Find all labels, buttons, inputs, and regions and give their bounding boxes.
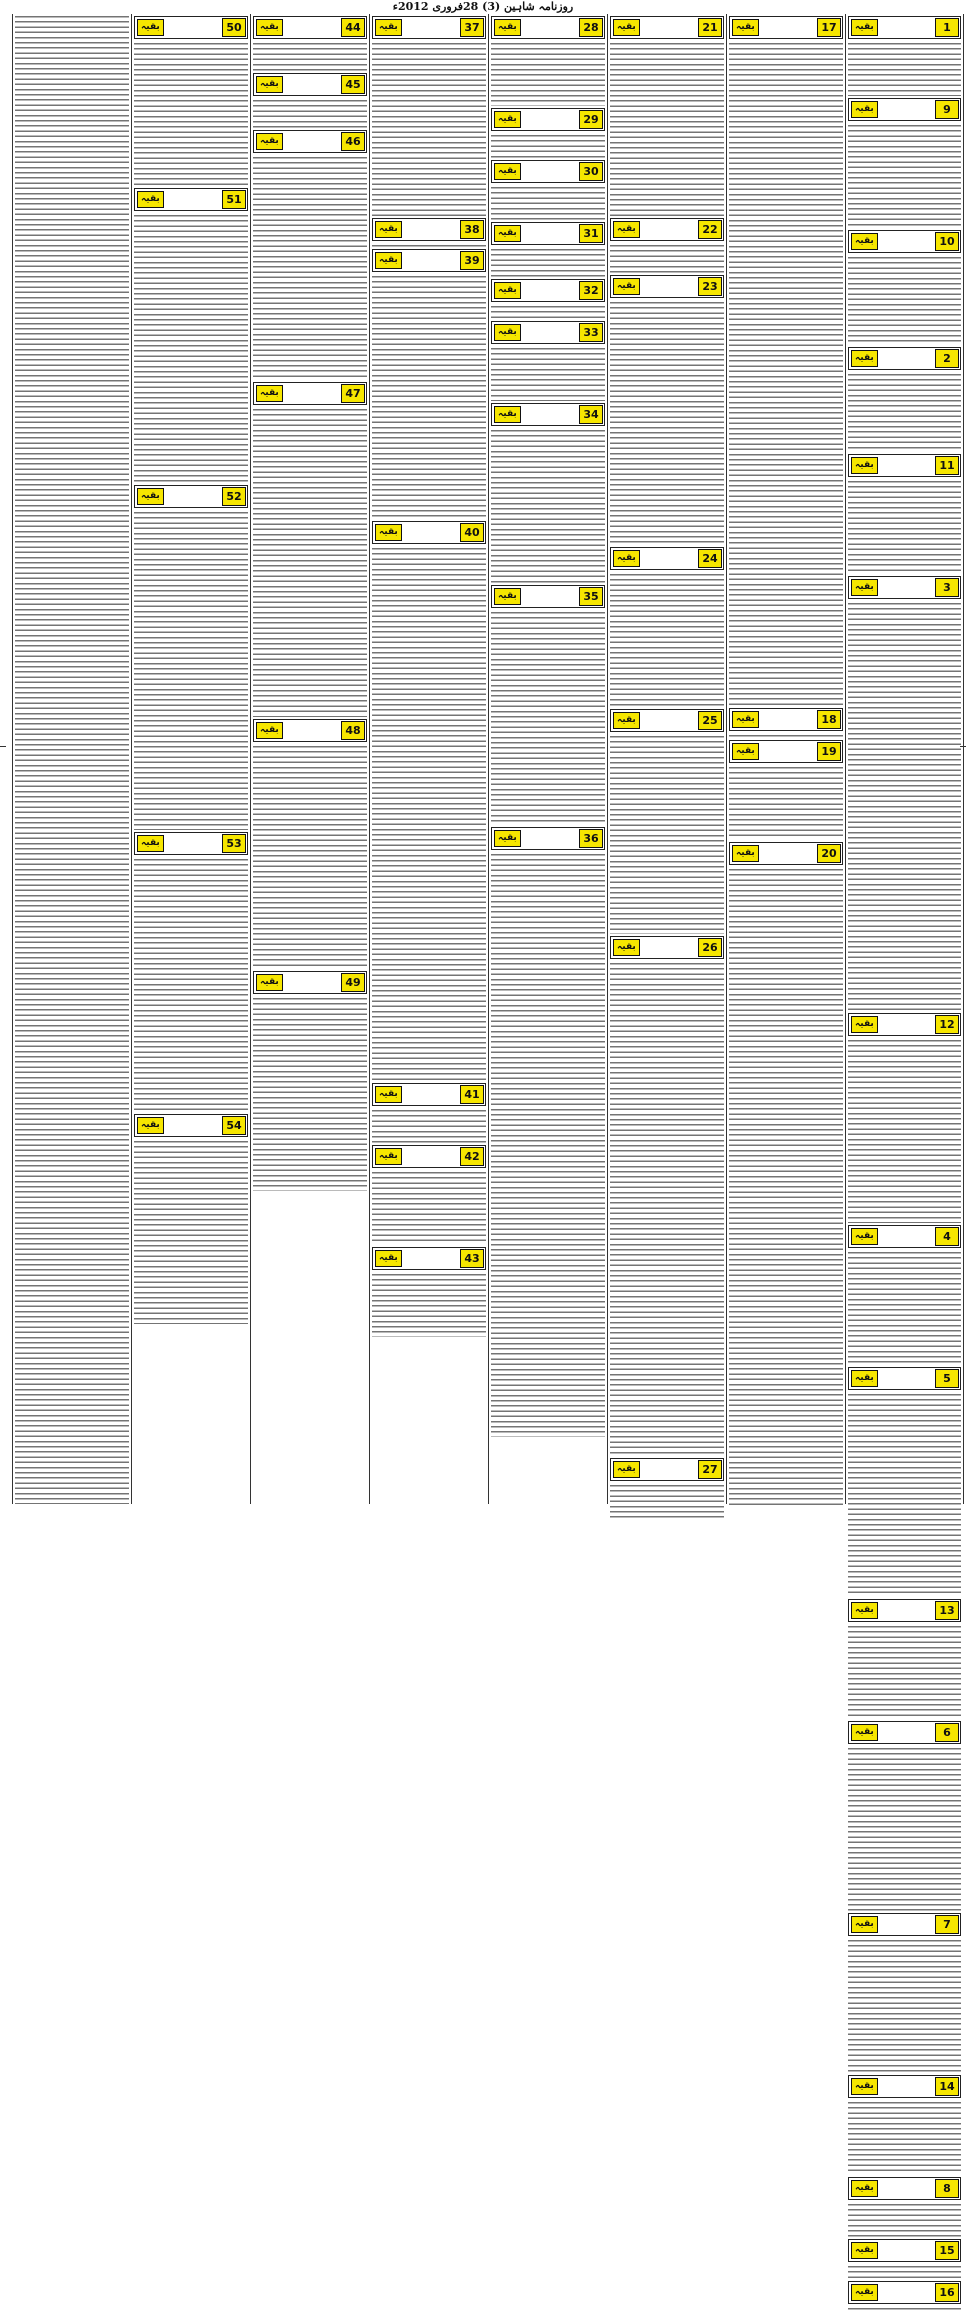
news-item (253, 16, 367, 71)
article-text-block (253, 41, 367, 71)
article-text-block (848, 2100, 961, 2175)
news-column (369, 14, 488, 1504)
news-item (491, 403, 605, 583)
continuation-header (491, 160, 605, 183)
continuation-header (372, 16, 486, 39)
continuation-label: بقیہ (137, 488, 164, 505)
continuation-label: بقیہ (851, 1602, 878, 1619)
continuation-label: بقیہ (851, 19, 878, 36)
continuation-label: بقیہ (732, 19, 759, 36)
article-text-block (848, 1746, 961, 1911)
continuation-label: بقیہ (851, 1916, 878, 1933)
item-number: 26 (698, 938, 722, 957)
news-item (729, 740, 843, 840)
article-text-block (253, 744, 367, 969)
article-text-block (610, 41, 724, 216)
continuation-label: بقیہ (613, 278, 640, 295)
item-number: 19 (817, 742, 841, 761)
continuation-header (848, 454, 961, 477)
item-number: 5 (935, 1369, 959, 1388)
continuation-label: بقیہ (256, 76, 283, 93)
newspaper-page (2, 14, 964, 2299)
continuation-header (848, 1013, 961, 1036)
continuation-label: بقیہ (613, 712, 640, 729)
continuation-header (848, 347, 961, 370)
article-text-block (848, 1250, 961, 1365)
news-column (488, 14, 607, 1504)
news-item (729, 708, 843, 738)
item-number: 1 (935, 18, 959, 37)
article-text-block (848, 2202, 961, 2237)
news-column (131, 14, 250, 1504)
article-text-block (848, 479, 961, 574)
continuation-label: بقیہ (375, 252, 402, 269)
item-number: 21 (698, 18, 722, 37)
item-number: 3 (935, 578, 959, 597)
article-text-block (610, 961, 724, 1456)
item-number: 15 (935, 2241, 959, 2260)
continuation-header (729, 740, 843, 763)
news-item (372, 521, 486, 1081)
news-item (610, 218, 724, 273)
continuation-header (848, 1367, 961, 1390)
item-number: 41 (460, 1085, 484, 1104)
article-text-block (134, 213, 248, 483)
article-text-block (372, 1272, 486, 1337)
item-number: 10 (935, 232, 959, 251)
continuation-label: بقیہ (256, 385, 283, 402)
item-number: 6 (935, 1723, 959, 1742)
article-text-block (134, 857, 248, 1112)
continuation-header (848, 230, 961, 253)
article-text-block (372, 274, 486, 519)
item-number: 37 (460, 18, 484, 37)
article-text-block (134, 41, 248, 186)
news-item (610, 275, 724, 545)
news-column (845, 14, 964, 2299)
article-text-block (253, 996, 367, 1191)
article-text-block (372, 1170, 486, 1245)
article-text-block (610, 1483, 724, 1518)
item-number: 38 (460, 220, 484, 239)
continuation-header (491, 108, 605, 131)
continuation-header (134, 16, 248, 39)
item-number: 33 (579, 323, 603, 342)
article-text-block (253, 98, 367, 128)
continuation-label: بقیہ (256, 133, 283, 150)
item-number: 43 (460, 1249, 484, 1268)
continuation-label: بقیہ (375, 1086, 402, 1103)
article-text-block (491, 852, 605, 1437)
news-item (372, 1145, 486, 1245)
news-item (848, 1225, 961, 1365)
item-number: 35 (579, 587, 603, 606)
news-item (15, 14, 129, 1504)
item-number: 12 (935, 1015, 959, 1034)
item-number: 9 (935, 100, 959, 119)
item-number: 47 (341, 384, 365, 403)
continuation-header (372, 521, 486, 544)
item-number: 16 (935, 2283, 959, 2302)
news-item (848, 230, 961, 345)
continuation-label: بقیہ (494, 282, 521, 299)
continuation-label: بقیہ (851, 1016, 878, 1033)
masthead: روزنامہ شاہین (3) 28فروری 2012ء (392, 0, 574, 13)
news-item (372, 218, 486, 247)
continuation-header (491, 279, 605, 302)
continuation-header (253, 971, 367, 994)
article-text-block (491, 346, 605, 401)
item-number: 34 (579, 405, 603, 424)
continuation-header (610, 709, 724, 732)
news-item (848, 1013, 961, 1223)
news-column (607, 14, 726, 1504)
news-item (372, 1247, 486, 1337)
article-text-block (491, 428, 605, 583)
continuation-label: بقیہ (851, 579, 878, 596)
continuation-label: بقیہ (494, 163, 521, 180)
continuation-label: بقیہ (851, 1228, 878, 1245)
article-text-block (848, 1938, 961, 2073)
news-item (610, 547, 724, 707)
continuation-header (848, 2177, 961, 2200)
news-item (729, 16, 843, 706)
continuation-label: بقیہ (494, 324, 521, 341)
article-text-block (729, 733, 843, 738)
article-text-block (491, 247, 605, 277)
article-text-block (372, 41, 486, 216)
continuation-label: بقیہ (494, 406, 521, 423)
item-number: 2 (935, 349, 959, 368)
news-item (491, 279, 605, 319)
news-item (253, 73, 367, 128)
continuation-header (848, 2239, 961, 2262)
continuation-header (372, 1247, 486, 1270)
news-item (848, 454, 961, 574)
article-text-block (491, 185, 605, 220)
news-item (848, 1721, 961, 1911)
continuation-label: بقیہ (375, 221, 402, 238)
item-number: 45 (341, 75, 365, 94)
news-item (134, 1114, 248, 1324)
news-item (491, 222, 605, 277)
continuation-header (848, 2281, 961, 2304)
news-item (729, 842, 843, 1507)
news-item (848, 2281, 961, 2311)
item-number: 17 (817, 18, 841, 37)
continuation-header (610, 275, 724, 298)
article-text-block (610, 243, 724, 273)
continuation-label: بقیہ (613, 221, 640, 238)
news-item (610, 936, 724, 1456)
article-text-block (848, 2264, 961, 2279)
news-item (253, 971, 367, 1191)
continuation-header (491, 827, 605, 850)
article-text-block (372, 1108, 486, 1143)
item-number: 14 (935, 2077, 959, 2096)
continuation-header (848, 98, 961, 121)
continuation-label: بقیہ (494, 19, 521, 36)
continuation-header (372, 218, 486, 241)
continuation-header (134, 485, 248, 508)
continuation-label: بقیہ (851, 101, 878, 118)
article-text-block (848, 372, 961, 452)
news-item (253, 130, 367, 380)
article-text-block (610, 734, 724, 934)
item-number: 20 (817, 844, 841, 863)
news-item (491, 321, 605, 401)
continuation-header (610, 936, 724, 959)
article-text-block (253, 407, 367, 717)
continuation-header (610, 16, 724, 39)
continuation-label: بقیہ (613, 939, 640, 956)
continuation-header (491, 16, 605, 39)
news-item (848, 16, 961, 96)
continuation-header (610, 218, 724, 241)
continuation-label: بقیہ (851, 2284, 878, 2301)
continuation-label: بقیہ (256, 19, 283, 36)
continuation-header (848, 1225, 961, 1248)
article-text-block (848, 1392, 961, 1597)
article-text-block (729, 867, 843, 1507)
continuation-label: بقیہ (613, 1461, 640, 1478)
item-number: 13 (935, 1601, 959, 1620)
continuation-label: بقیہ (375, 524, 402, 541)
article-text-block (253, 155, 367, 380)
news-item (134, 832, 248, 1112)
article-text-block (134, 1139, 248, 1324)
article-text-block (848, 123, 961, 228)
news-item (491, 108, 605, 158)
item-number: 44 (341, 18, 365, 37)
item-number: 24 (698, 549, 722, 568)
article-text-block (372, 243, 486, 247)
article-text-block (610, 300, 724, 545)
continuation-label: بقیہ (137, 835, 164, 852)
news-item (848, 2239, 961, 2279)
article-text-block (491, 610, 605, 825)
article-text-block (848, 255, 961, 345)
continuation-label: بقیہ (851, 2242, 878, 2259)
news-item (134, 16, 248, 186)
item-number: 27 (698, 1460, 722, 1479)
continuation-header (610, 547, 724, 570)
article-text-block (491, 41, 605, 106)
news-item (610, 16, 724, 216)
news-item (848, 2075, 961, 2175)
article-text-block (610, 572, 724, 707)
news-item (848, 1913, 961, 2073)
item-number: 49 (341, 973, 365, 992)
news-item (253, 719, 367, 969)
item-number: 53 (222, 834, 246, 853)
news-item (848, 2177, 961, 2237)
news-item (372, 1083, 486, 1143)
continuation-label: بقیہ (732, 845, 759, 862)
fold-mark-right (960, 746, 966, 747)
news-item (848, 347, 961, 452)
continuation-label: بقیہ (613, 19, 640, 36)
continuation-label: بقیہ (494, 830, 521, 847)
news-item (372, 249, 486, 519)
continuation-label: بقیہ (851, 2180, 878, 2197)
continuation-label: بقیہ (732, 743, 759, 760)
news-item (372, 16, 486, 216)
item-number: 4 (935, 1227, 959, 1246)
news-item (848, 98, 961, 228)
continuation-label: بقیہ (256, 974, 283, 991)
article-text-block (491, 133, 605, 158)
news-item (491, 827, 605, 1437)
continuation-header (372, 1145, 486, 1168)
continuation-label: بقیہ (851, 2078, 878, 2095)
continuation-header (134, 1114, 248, 1137)
continuation-header (729, 842, 843, 865)
continuation-header (253, 382, 367, 405)
item-number: 23 (698, 277, 722, 296)
continuation-label: بقیہ (732, 711, 759, 728)
item-number: 52 (222, 487, 246, 506)
article-text-block (848, 1038, 961, 1223)
continuation-header (848, 16, 961, 39)
article-text-block (729, 765, 843, 840)
item-number: 32 (579, 281, 603, 300)
continuation-label: بقیہ (613, 550, 640, 567)
continuation-header (372, 1083, 486, 1106)
news-item (848, 1599, 961, 1719)
article-text-block (372, 546, 486, 1081)
article-text-block (848, 2306, 961, 2311)
continuation-header (253, 130, 367, 153)
continuation-header (848, 1721, 961, 1744)
article-text-block (134, 510, 248, 830)
item-number: 31 (579, 224, 603, 243)
news-item (848, 576, 961, 1011)
news-column (726, 14, 845, 1504)
continuation-header (372, 249, 486, 272)
continuation-label: بقیہ (137, 1117, 164, 1134)
news-item (134, 485, 248, 830)
item-number: 46 (341, 132, 365, 151)
item-number: 51 (222, 190, 246, 209)
continuation-header (134, 188, 248, 211)
continuation-label: بقیہ (137, 19, 164, 36)
continuation-label: بقیہ (375, 1250, 402, 1267)
continuation-header (491, 321, 605, 344)
item-number: 50 (222, 18, 246, 37)
article-text-block (729, 41, 843, 706)
item-number: 7 (935, 1915, 959, 1934)
continuation-label: بقیہ (494, 111, 521, 128)
continuation-label: بقیہ (256, 722, 283, 739)
news-column (12, 14, 131, 1504)
item-number: 11 (935, 456, 959, 475)
news-item (491, 160, 605, 220)
continuation-label: بقیہ (137, 191, 164, 208)
news-item (491, 585, 605, 825)
news-item (610, 709, 724, 934)
continuation-header (848, 1913, 961, 1936)
continuation-label: بقیہ (851, 457, 878, 474)
continuation-label: بقیہ (851, 350, 878, 367)
item-number: 25 (698, 711, 722, 730)
continuation-label: بقیہ (494, 588, 521, 605)
article-text-block (848, 41, 961, 96)
news-item (134, 188, 248, 483)
item-number: 36 (579, 829, 603, 848)
continuation-label: بقیہ (375, 19, 402, 36)
news-item (253, 382, 367, 717)
continuation-header (729, 708, 843, 731)
item-number: 42 (460, 1147, 484, 1166)
article-text-block (15, 14, 129, 1504)
item-number: 29 (579, 110, 603, 129)
continuation-header (848, 1599, 961, 1622)
continuation-label: بقیہ (494, 225, 521, 242)
news-column (250, 14, 369, 1504)
continuation-header (610, 1458, 724, 1481)
article-text-block (848, 1624, 961, 1719)
continuation-header (729, 16, 843, 39)
continuation-header (134, 832, 248, 855)
continuation-header (253, 16, 367, 39)
item-number: 54 (222, 1116, 246, 1135)
continuation-header (253, 73, 367, 96)
news-item (491, 16, 605, 106)
item-number: 8 (935, 2179, 959, 2198)
fold-mark-left (0, 746, 6, 747)
continuation-label: بقیہ (851, 1724, 878, 1741)
item-number: 48 (341, 721, 365, 740)
news-item (610, 1458, 724, 1518)
news-item (848, 1367, 961, 1597)
continuation-header (253, 719, 367, 742)
continuation-label: بقیہ (375, 1148, 402, 1165)
continuation-header (848, 2075, 961, 2098)
article-text-block (848, 601, 961, 1011)
item-number: 22 (698, 220, 722, 239)
continuation-header (491, 585, 605, 608)
continuation-header (848, 576, 961, 599)
continuation-header (491, 403, 605, 426)
item-number: 39 (460, 251, 484, 270)
item-number: 40 (460, 523, 484, 542)
continuation-label: بقیہ (851, 1370, 878, 1387)
continuation-header (491, 222, 605, 245)
item-number: 30 (579, 162, 603, 181)
article-text-block (491, 304, 605, 319)
item-number: 28 (579, 18, 603, 37)
continuation-label: بقیہ (851, 233, 878, 250)
item-number: 18 (817, 710, 841, 729)
